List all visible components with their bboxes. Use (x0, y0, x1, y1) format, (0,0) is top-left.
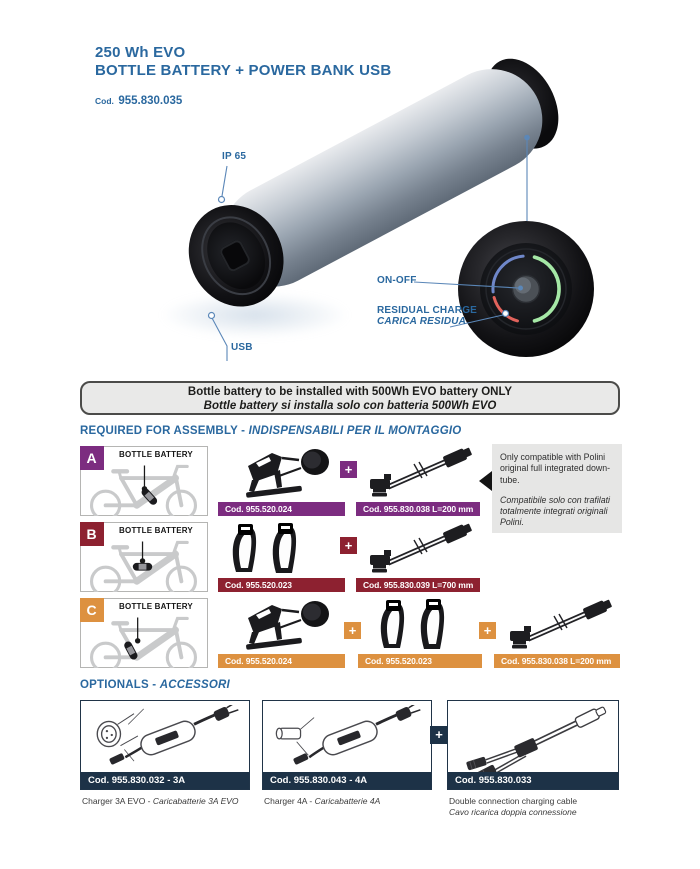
compatibility-note (492, 444, 622, 533)
product-code-label: Cod. (95, 96, 114, 106)
row-badge-A: A (80, 446, 104, 470)
bike-box-B (80, 522, 208, 592)
product-code (95, 91, 182, 109)
bottle-battery-label: BOTTLE BATTERY (119, 602, 193, 611)
optional-box-charger-4a (262, 700, 432, 790)
strap-clamps-illustration (222, 522, 312, 576)
connection-cable-illustration (498, 598, 616, 652)
ip65-label: IP 65 (222, 151, 247, 162)
endcap-detail-photo (458, 221, 594, 357)
product-illustration-cable (358, 522, 476, 581)
connection-cable-illustration (358, 446, 476, 500)
plus-icon: + (430, 726, 448, 744)
bike-diagram (81, 524, 206, 592)
product-illustration-cable (358, 446, 476, 505)
plus-icon: + (344, 622, 361, 639)
code-bar: Cod. 955.830.038 L=200 mm (494, 654, 620, 668)
code-bar: Cod. 955.520.023 (358, 654, 482, 668)
charger-4a-illustration (267, 705, 427, 765)
caption-text-en: Double connection charging cable (449, 796, 578, 806)
code-bar: Cod. 955.830.038 L=200 mm (356, 502, 480, 516)
row-badge-B: B (80, 522, 104, 546)
bracket-mount-illustration (222, 446, 337, 500)
double-charging-cable-illustration (451, 705, 615, 777)
bike-box-A (80, 446, 208, 516)
note-text-en: Only compatible with Polini original full integrated down-tube. (500, 452, 611, 485)
plus-icon: + (479, 622, 496, 639)
strap-clamps-illustration (370, 598, 460, 652)
charge-indicator-rings (458, 221, 594, 357)
optional-code-bar: Cod. 955.830.043 - 4A (263, 772, 431, 789)
product-illustration-straps (222, 522, 312, 581)
code-bar: Cod. 955.830.039 L=700 mm (356, 578, 480, 592)
optional-code-bar: Cod. 955.830.033 (448, 772, 618, 789)
row-badge-C: C (80, 598, 104, 622)
residual-charge-label-it: CARICA RESIDUA (377, 316, 467, 327)
note-arrow-icon (479, 471, 492, 491)
optional-code-bar: Cod. 955.830.032 - 3A (81, 772, 249, 789)
caption-text-it: Caricabatterie 4A (314, 796, 381, 806)
banner-line-en: Bottle battery to be installed with 500Wh EVO battery ONLY (187, 386, 513, 398)
plus-icon: + (340, 537, 357, 554)
on-off-label: ON-OFF (377, 275, 417, 286)
bracket-mount-illustration (222, 598, 337, 652)
usb-label: USB (231, 342, 253, 353)
code-bar: Cod. 955.520.024 (218, 502, 345, 516)
residual-charge-label-en: RESIDUAL CHARGE (377, 305, 478, 316)
title-line1: 250 Wh EVO (95, 44, 186, 61)
banner-line-it: Bottle battery si installa solo con batteria 500Wh EVO (203, 399, 497, 412)
bike-diagram (81, 448, 206, 516)
charger-3a-illustration (85, 705, 245, 765)
note-text-it: Compatibile solo con trafilati totalmente integrati originali Polini. (500, 494, 611, 528)
product-illustration-cable (498, 598, 616, 657)
optionals-section-heading: OPTIONALS - ACCESSORI (80, 679, 230, 691)
product-illustration-bracket (222, 598, 337, 657)
code-bar: Cod. 955.520.024 (218, 654, 345, 668)
bottle-battery-label: BOTTLE BATTERY (119, 450, 193, 459)
optional-caption (264, 796, 444, 807)
assembly-section-heading: REQUIRED FOR ASSEMBLY - INDISPENSABILI PER IL MONTAGGIO (80, 425, 462, 437)
connection-cable-illustration (358, 522, 476, 576)
title-line2: BOTTLE BATTERY + POWER BANK USB (95, 62, 392, 79)
optional-box-charger-3a (80, 700, 250, 790)
compatibility-banner (80, 381, 620, 415)
caption-text-en: Charger 4A - (264, 796, 315, 806)
plus-icon: + (340, 461, 357, 478)
optional-box-y-cable (447, 700, 619, 790)
caption-text-it: Cavo ricarica doppia connessione (449, 806, 577, 817)
optional-caption (449, 796, 631, 817)
product-illustration-straps (370, 598, 460, 657)
page-title (95, 44, 391, 80)
caption-text-en: Charger 3A EVO - (82, 796, 153, 806)
code-bar: Cod. 955.520.023 (218, 578, 345, 592)
product-illustration-bracket (222, 446, 337, 505)
bottle-battery-label: BOTTLE BATTERY (119, 526, 193, 535)
product-code-value: 955.830.035 (118, 95, 183, 107)
bike-diagram (81, 600, 206, 668)
caption-text-it: Caricabatterie 3A EVO (152, 796, 239, 806)
bike-box-C (80, 598, 208, 668)
optional-caption (82, 796, 262, 807)
